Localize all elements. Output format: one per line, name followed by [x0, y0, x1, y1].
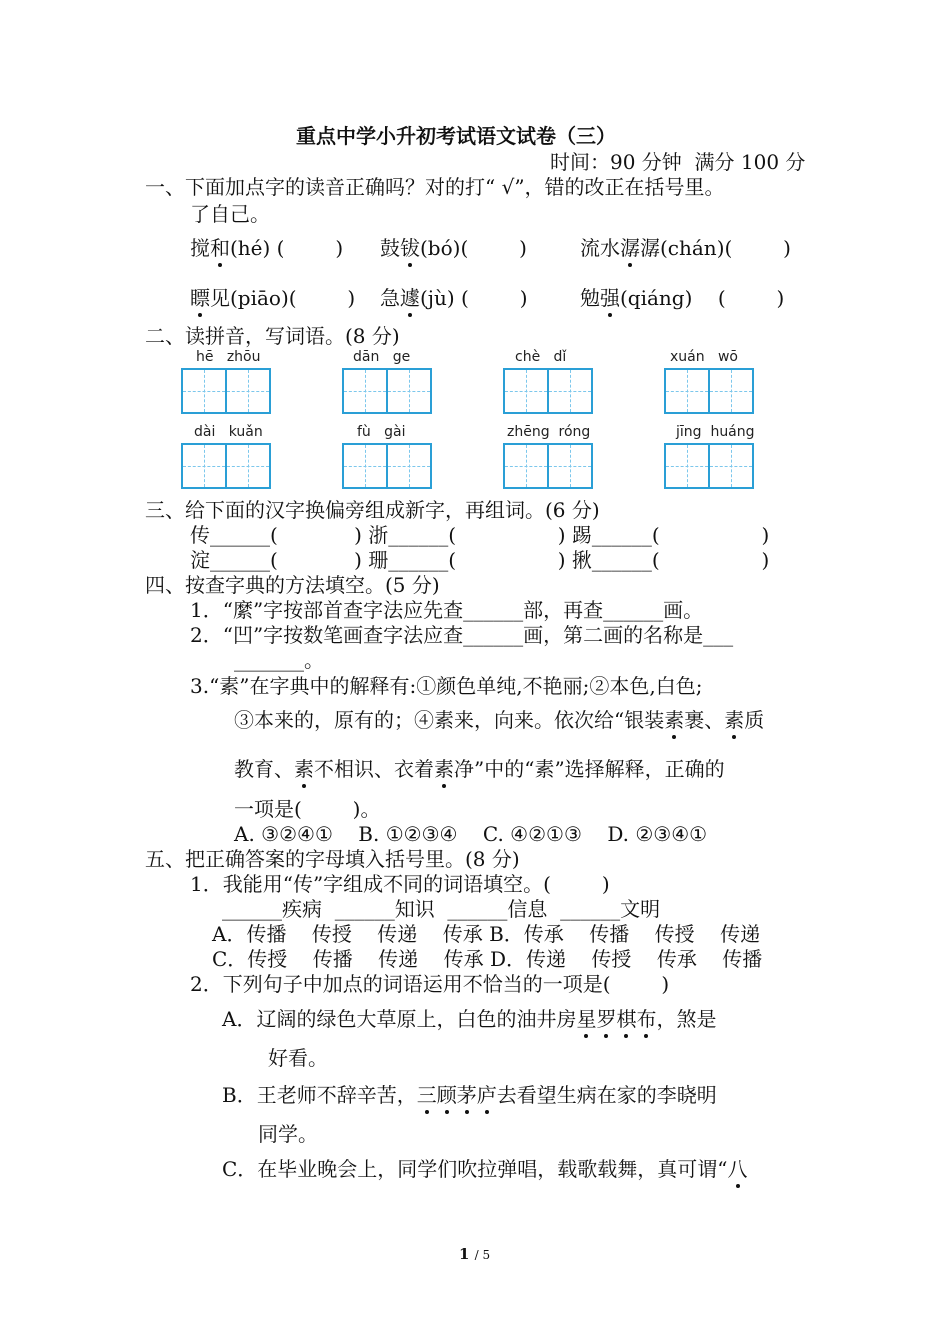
writing-grid[interactable]: [342, 443, 430, 489]
pinyin-label: dài kuǎn: [194, 424, 263, 440]
writing-grid[interactable]: [503, 368, 591, 414]
s1-item: 搅和(hé) ( ): [190, 236, 344, 260]
s5-question: 2．下列句子中加点的词语运用不恰当的一项是( ): [190, 972, 670, 996]
s5-option-c: C．在毕业晚会上，同学们吹拉弹唱，载歌载舞，真可谓“八: [222, 1157, 748, 1181]
s5-question: 1．我能用“传”字组成不同的词语填空。( ): [190, 872, 610, 896]
s4-q3-line: 教育、素不相识、衣着素净”中的“素”选择解释，正确的: [234, 757, 725, 781]
pinyin-label: dān ge: [353, 349, 411, 365]
s1-item: 勉强(qiáng) ( ): [580, 286, 785, 310]
section2-heading: 二、读拼音，写词语。(8 分): [145, 324, 400, 348]
time-info: 时间：90 分钟 满分 100 分: [550, 150, 806, 174]
s1-item: 瞟见(piāo)( ): [190, 286, 356, 310]
s5-option-a-cont: 好看。: [268, 1046, 328, 1070]
pinyin-label: hē zhōu: [196, 349, 261, 365]
writing-grid[interactable]: [664, 443, 752, 489]
writing-grid[interactable]: [342, 368, 430, 414]
section3-heading: 三、给下面的汉字换偏旁组成新字，再组词。(6 分): [145, 498, 600, 522]
s1-item: 鼓钹(bó)( ): [380, 236, 527, 260]
pinyin-label: chè dǐ: [515, 349, 567, 365]
writing-grid[interactable]: [664, 368, 752, 414]
s4-question: 2．“凹”字按数笔画查字法应查______画，第二画的名称是___: [190, 623, 734, 647]
s4-q3-line: 一项是( )。: [234, 797, 381, 821]
pinyin-label: fù gài: [357, 424, 406, 440]
s5-option-b: B．王老师不辞辛苦，三顾茅庐去看望生病在家的李晓明: [222, 1083, 717, 1107]
page-title: 重点中学小升初考试语文试卷（三）: [296, 124, 616, 148]
section5-heading: 五、把正确答案的字母填入括号里。(8 分): [145, 847, 520, 871]
s5-options: A．传播 传授 传递 传承 B．传承 传播 传授 传递: [212, 922, 761, 946]
s5-blanks: ______疾病 ______知识 ______信息 ______文明: [222, 897, 661, 921]
s5-option-b-cont: 同学。: [258, 1122, 318, 1146]
writing-grid[interactable]: [503, 443, 591, 489]
pinyin-label: zhēng róng: [507, 424, 591, 440]
s4-q3-line: ③本来的，原有的；④素来，向来。依次给“银装素裹、素质: [234, 708, 765, 732]
s4-question: 1．“縻”字按部首查字法应先查______部，再查______画。: [190, 598, 704, 622]
section1-heading: 一、下面加点字的读音正确吗？对的打“ √”，错的改正在括号里。: [145, 175, 725, 199]
s5-options: C．传授 传播 传递 传承 D．传递 传授 传承 传播: [212, 947, 763, 971]
s4-question-cont: _______。: [234, 648, 324, 672]
pinyin-label: xuán wō: [670, 349, 738, 365]
s3-row: 传______( ) 浙______( ) 踢______( ): [190, 523, 770, 547]
page-number: 1 / 5: [459, 1245, 491, 1263]
s5-option-a: A．辽阔的绿色大草原上，白色的油井房星罗棋布，煞是: [222, 1007, 717, 1031]
s4-q3-options: A. ③②④① B. ①②③④ C. ④②①③ D. ②③④①: [234, 822, 708, 846]
s4-question: 3.“素”在字典中的解释有:①颜色单纯,不艳丽;②本色,白色;: [190, 674, 703, 698]
s3-row: 淀______( ) 珊______( ) 揪______( ): [190, 548, 770, 572]
s1-item: 流水潺潺(chán)( ): [580, 236, 791, 260]
section1-heading-cont: 了自己。: [190, 202, 270, 226]
writing-grid[interactable]: [181, 443, 269, 489]
section4-heading: 四、按查字典的方法填空。(5 分): [145, 573, 440, 597]
writing-grid[interactable]: [181, 368, 269, 414]
pinyin-label: jīng huáng: [676, 424, 755, 440]
s1-item: 急遽(jù) ( ): [380, 286, 528, 310]
